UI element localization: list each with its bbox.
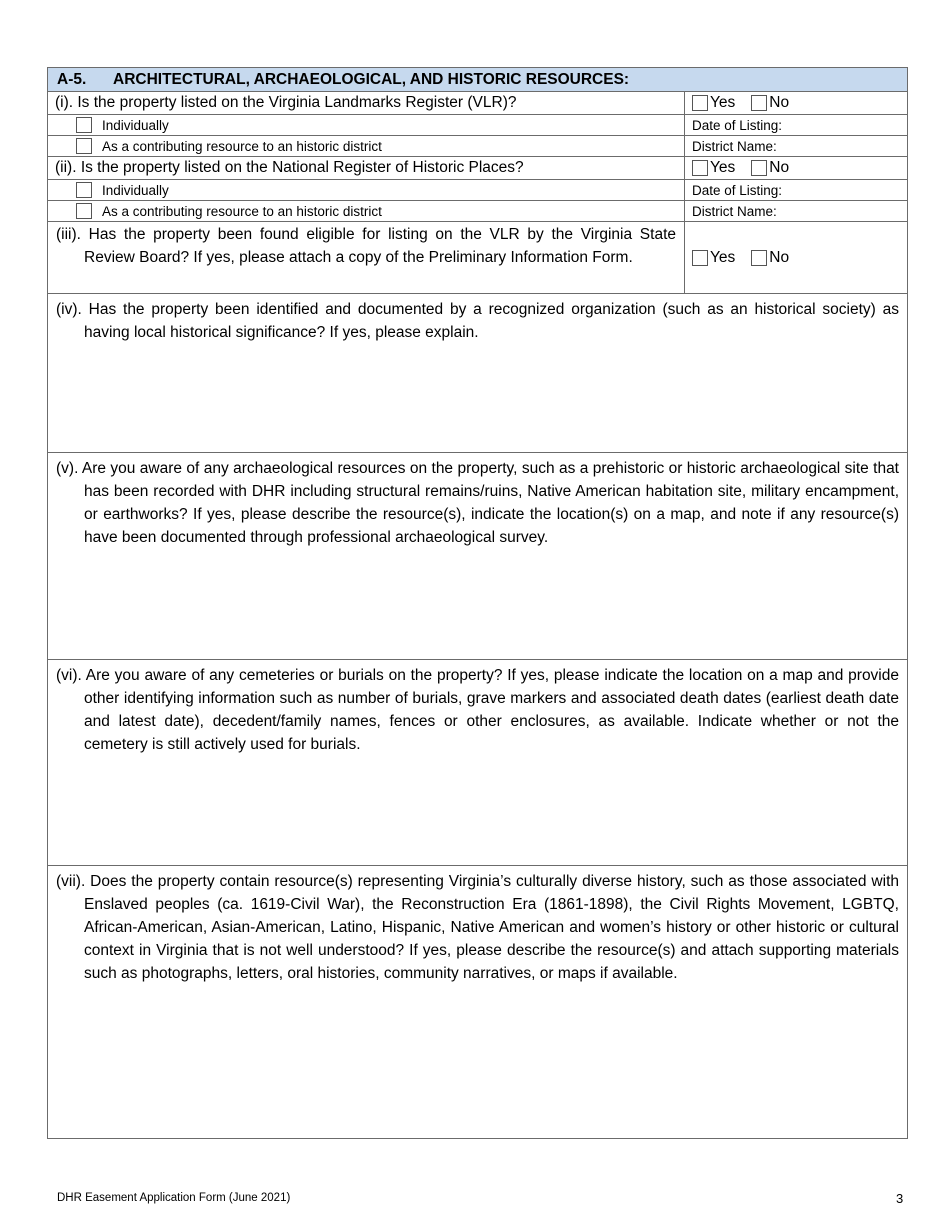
q1-yes-checkbox[interactable] xyxy=(692,95,708,111)
q1-individually-checkbox[interactable] xyxy=(76,117,92,133)
footer-form-name: DHR Easement Application Form (June 2021) xyxy=(57,1192,291,1204)
q2-question: (ii). Is the property listed on the National Register of Historic Places? xyxy=(48,157,685,179)
q5-question: (v). Are you aware of any archaeological resources on the property, such as a prehistoric or historic archaeological site that has been recorded with DHR including structural remains/ruins, Native American habitation site, military encampment, or earthworks? If yes, please describe the resource(s), indicate the location(s) on a map, and note if any resource(s) have been documented through professional archaeological survey. xyxy=(56,460,899,546)
q2-individually-row xyxy=(48,180,907,201)
q1-yes-label: Yes xyxy=(710,94,736,111)
q1-district-name-field[interactable]: District Name: xyxy=(692,138,777,154)
q1-row xyxy=(48,92,907,115)
q2-no-checkbox[interactable] xyxy=(751,160,767,176)
q3-no-checkbox[interactable] xyxy=(751,250,767,266)
q3-yes-checkbox[interactable] xyxy=(692,250,708,266)
q7-row[interactable] xyxy=(48,866,907,1138)
q1-question: (i). Is the property listed on the Virginia Landmarks Register (VLR)? xyxy=(48,92,685,114)
q1-contributing-label: As a contributing resource to an historic district xyxy=(102,138,382,154)
q1-individually-label: Individually xyxy=(102,117,169,133)
section-title: ARCHITECTURAL, ARCHAEOLOGICAL, AND HISTORIC RESOURCES: xyxy=(113,70,630,88)
q4-question: (iv). Has the property been identified and documented by a recognized organization (such as an historical society) as having local historical significance? If yes, please explain. xyxy=(56,301,899,341)
q1-contributing-checkbox[interactable] xyxy=(76,138,92,154)
q1-no-checkbox[interactable] xyxy=(751,95,767,111)
q3-yes-label: Yes xyxy=(710,248,736,266)
q2-answer xyxy=(685,157,907,179)
q2-individually-label: Individually xyxy=(102,182,169,198)
q2-individually-checkbox[interactable] xyxy=(76,182,92,198)
q1-contributing-row xyxy=(48,136,907,157)
historic-resources-form xyxy=(47,67,908,1139)
q5-row[interactable] xyxy=(48,453,907,660)
q2-contributing-label: As a contributing resource to an historic district xyxy=(102,203,382,219)
q3-row xyxy=(48,222,907,294)
q2-contributing-row xyxy=(48,201,907,222)
q3-no-label: No xyxy=(769,248,790,266)
q2-contributing-checkbox[interactable] xyxy=(76,203,92,219)
q4-row[interactable] xyxy=(48,294,907,453)
q1-date-of-listing-field[interactable]: Date of Listing: xyxy=(692,117,783,133)
q2-yes-checkbox[interactable] xyxy=(692,160,708,176)
q2-row xyxy=(48,157,907,180)
q2-date-of-listing-field[interactable]: Date of Listing: xyxy=(692,182,783,198)
q6-row[interactable] xyxy=(48,660,907,866)
q1-individually-row xyxy=(48,115,907,136)
q6-question: (vi). Are you aware of any cemeteries or burials on the property? If yes, please indicate the location on a map and provide other identifying information such as number of burials, grave markers and associated death dates (earliest death date and latest date), decedent/family names, fences or other enclosures, as available. Indicate whether or not the cemetery is still actively used for burials. xyxy=(56,667,899,753)
section-number: A-5. xyxy=(57,70,87,88)
q2-no-label: No xyxy=(769,159,790,176)
q3-answer xyxy=(685,222,907,293)
q7-question: (vii). Does the property contain resource(s) representing Virginia’s culturally diverse history, such as those associated with Enslaved peoples (ca. 1619-Civil War), the Reconstruction Era (1861-1898), the Civil Rights Movement, LGBTQ, African-American, Asian-American, Latino, Hispanic, Native American and women’s history or other historic or cultural context in Virginia that is not well understood? If yes, please describe the resource(s) and attach supporting materials such as photographs, letters, oral histories, community narratives, or maps if available. xyxy=(56,873,899,982)
q2-yes-label: Yes xyxy=(710,159,736,176)
q3-question: (iii). Has the property been found eligible for listing on the VLR by the Virginia State Review Board? If yes, please attach a copy of the Preliminary Information Form. xyxy=(56,226,676,266)
q1-no-label: No xyxy=(769,94,790,111)
section-header xyxy=(48,68,907,92)
q1-answer xyxy=(685,92,907,114)
q2-district-name-field[interactable]: District Name: xyxy=(692,203,777,219)
footer-page-number: 3 xyxy=(896,1191,904,1206)
